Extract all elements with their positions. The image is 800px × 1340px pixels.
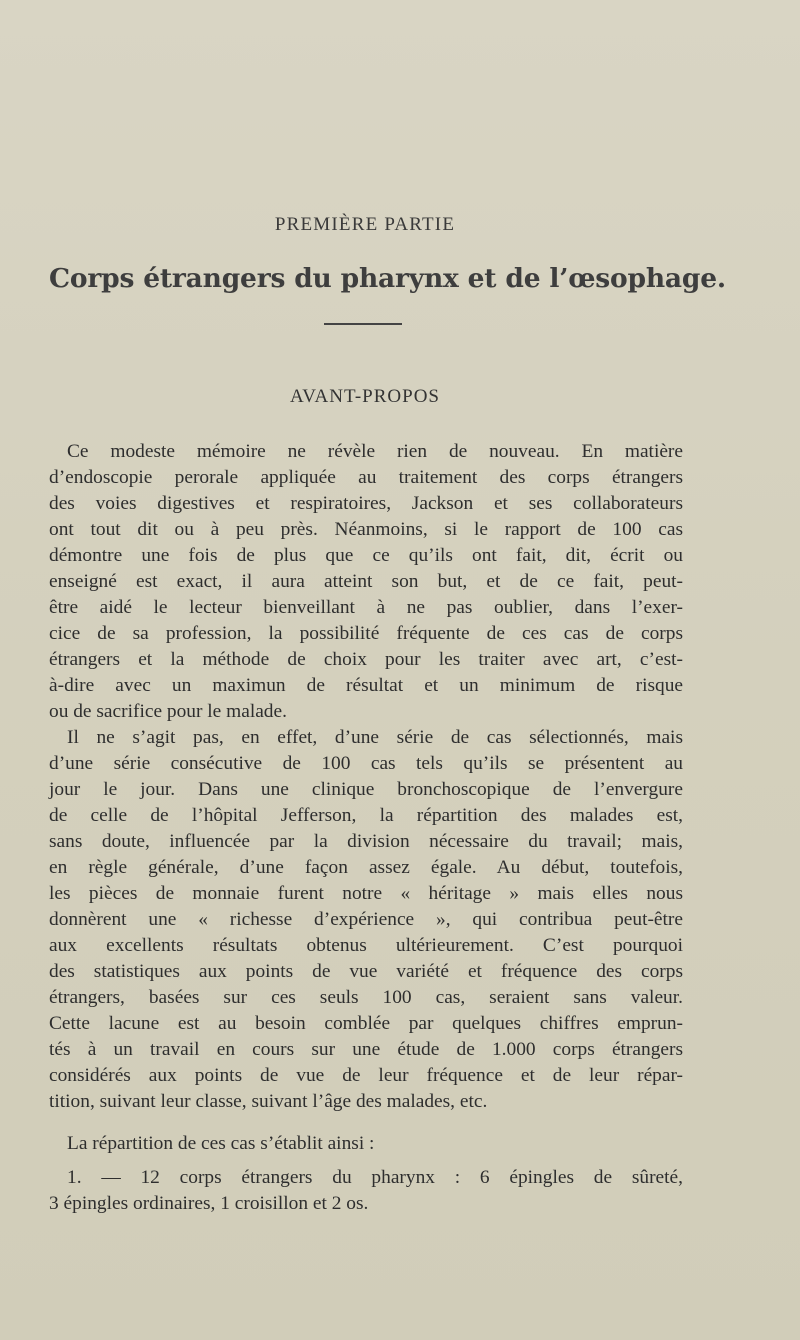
text-line: ou de sacrifice pour le malade. <box>49 701 287 722</box>
text-line: Ce modeste mémoire ne révèle rien de nouveau. En matière <box>67 441 683 462</box>
text-line: enseigné est exact, il aura atteint son but, et de ce fait, peut- <box>49 571 683 592</box>
text-line: sans doute, influencée par la division nécessaire du travail; mais, <box>49 831 683 852</box>
chapter-title: Corps étrangers du pharynx et de l’œsophage. <box>49 263 726 294</box>
text-line: étrangers, basées sur ces seuls 100 cas, seraient sans valeur. <box>49 987 683 1008</box>
text-line: à-dire avec un maximun de résultat et un minimum de risque <box>49 675 683 696</box>
paragraph-2 <box>49 725 683 1115</box>
body-text <box>49 439 683 1217</box>
text-line: des voies digestives et respiratoires, Jackson et ses collaborateurs <box>49 493 683 514</box>
text-line: les pièces de monnaie furent notre « héritage » mais elles nous <box>49 883 683 904</box>
text-line: 3 épingles ordinaires, 1 croisillon et 2 os. <box>49 1193 369 1214</box>
text-line: de celle de l’hôpital Jefferson, la répartition des malades est, <box>49 805 683 826</box>
part-title: PREMIÈRE PARTIE <box>274 214 456 235</box>
title-divider <box>324 323 402 325</box>
text-line: étrangers et la méthode de choix pour les traiter avec art, c’est- <box>49 649 683 670</box>
text-line: considérés aux points de vue de leur fréquence et de leur répar- <box>49 1065 683 1086</box>
paragraph-1 <box>49 439 683 725</box>
text-line: démontre une fois de plus que ce qu’ils ont fait, dit, écrit ou <box>49 545 683 566</box>
text-line: cice de sa profession, la possibilité fréquente de ces cas de corps <box>49 623 683 644</box>
text-line: tés à un travail en cours sur une étude de 1.000 corps étrangers <box>49 1039 683 1060</box>
text-line: jour le jour. Dans une clinique bronchoscopique de l’envergure <box>49 779 683 800</box>
text-line: donnèrent une « richesse d’expérience », qui contribua peut-être <box>49 909 683 930</box>
text-line: des statistiques aux points de vue variété et fréquence des corps <box>49 961 683 982</box>
text-line: tition, suivant leur classe, suivant l’âge des malades, etc. <box>49 1091 488 1112</box>
paragraph-4 <box>49 1165 683 1217</box>
text-line: La répartition de ces cas s’établit ainsi : <box>67 1133 375 1154</box>
text-line: 1. — 12 corps étrangers du pharynx : 6 épingles de sûreté, <box>67 1167 683 1188</box>
text-line: d’une série consécutive de 100 cas tels qu’ils se présentent au <box>49 753 683 774</box>
text-line: d’endoscopie perorale appliquée au traitement des corps étrangers <box>49 467 683 488</box>
text-line: être aidé le lecteur bienveillant à ne pas oublier, dans l’exer- <box>49 597 683 618</box>
text-line: Il ne s’agit pas, en effet, d’une série de cas sélectionnés, mais <box>67 727 683 748</box>
text-line: en règle générale, d’une façon assez égale. Au début, toutefois, <box>49 857 683 878</box>
text-line: aux excellents résultats obtenus ultérieurement. C’est pourquoi <box>49 935 683 956</box>
text-line: ont tout dit ou à peu près. Néanmoins, si le rapport de 100 cas <box>49 519 683 540</box>
section-title: AVANT-PROPOS <box>290 386 440 407</box>
text-line: Cette lacune est au besoin comblée par quelques chiffres emprun- <box>49 1013 683 1034</box>
paragraph-3 <box>49 1131 683 1157</box>
